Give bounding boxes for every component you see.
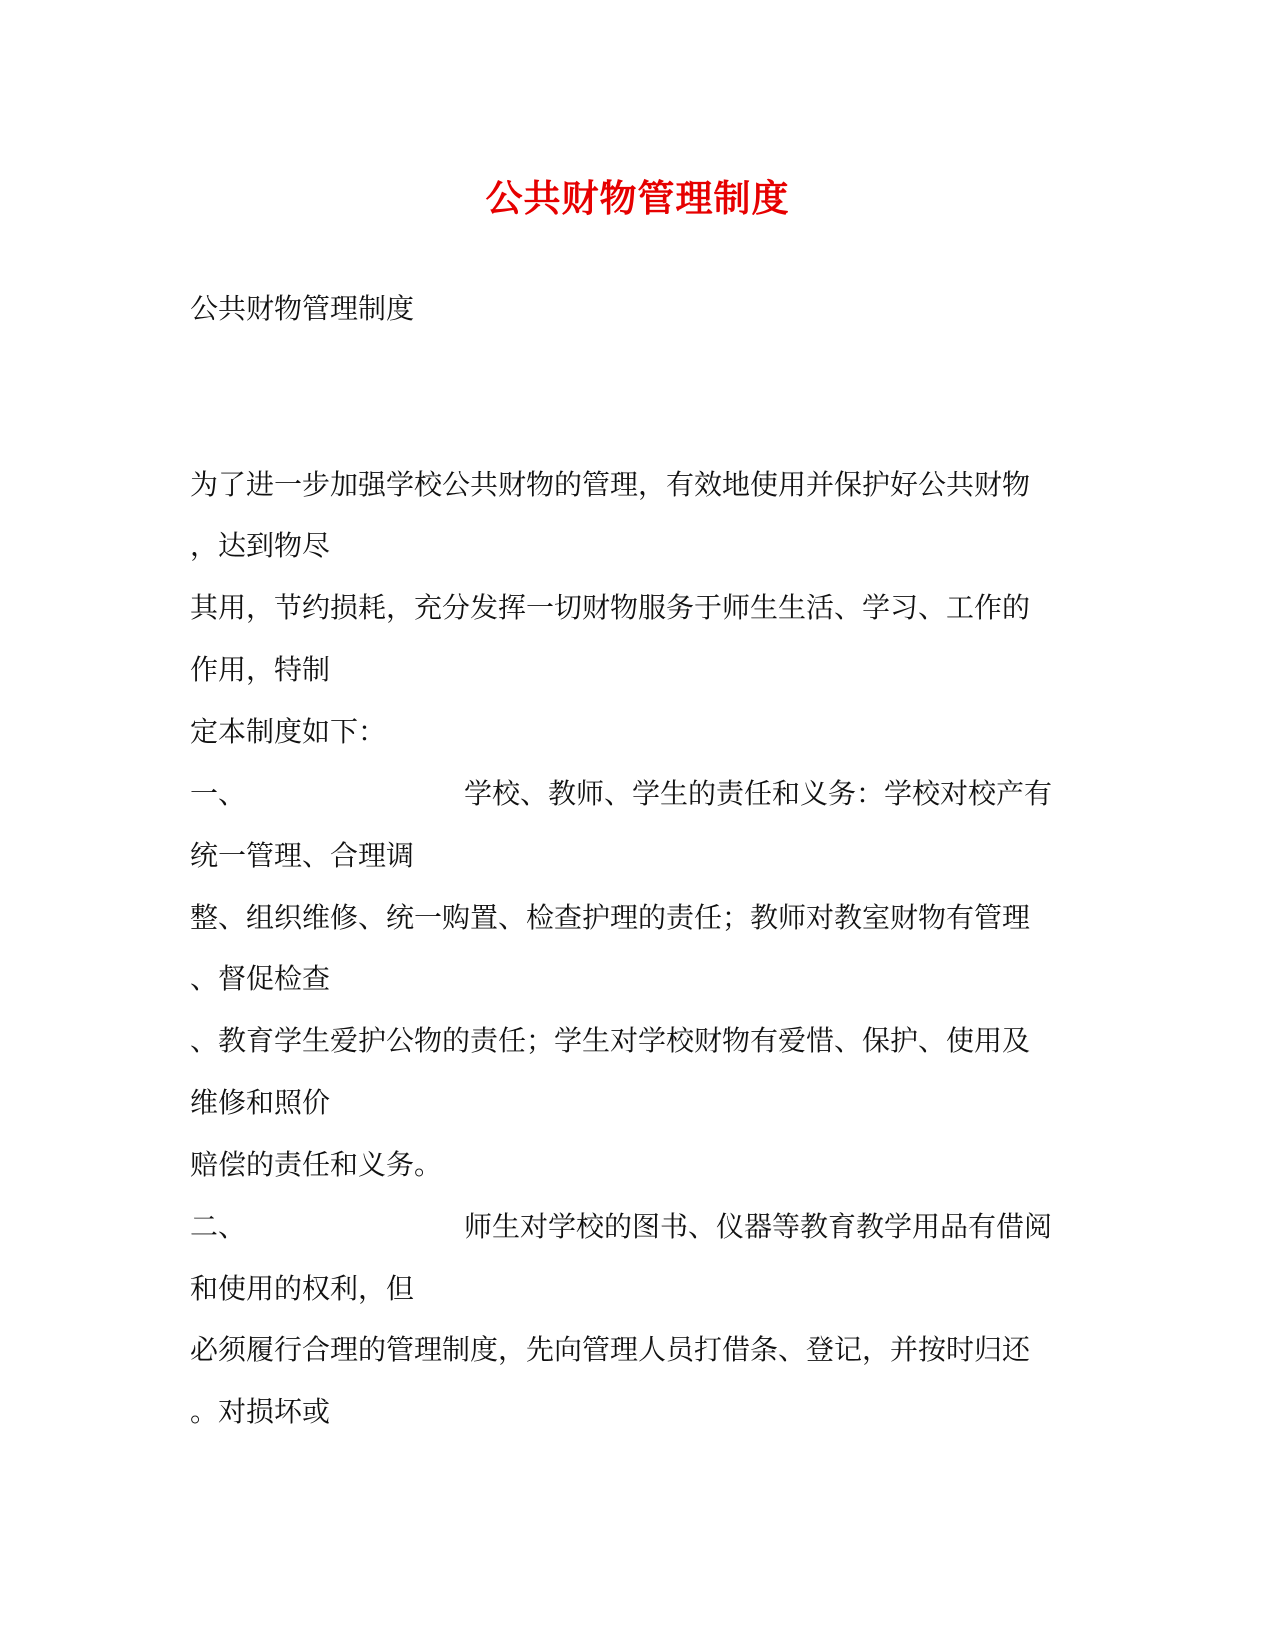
paragraph-line: 。对损坏或: [190, 1395, 331, 1428]
item-number: 一、: [190, 777, 247, 810]
paragraph-line: 、督促检查: [190, 962, 331, 995]
list-item-1-line: [190, 772, 1052, 812]
paragraph-line: 整、组织维修、统一购置、检查护理的责任；教师对教室财物有管理: [190, 901, 1031, 934]
item-text: 师生对学校的图书、仪器等教育教学用品有借阅: [464, 1210, 1053, 1243]
paragraph-line: 维修和照价: [190, 1086, 331, 1119]
paragraph-line: 、教育学生爱护公物的责任；学生对学校财物有爱惜、保护、使用及: [190, 1024, 1031, 1057]
paragraph-line: 为了进一步加强学校公共财物的管理，有效地使用并保护好公共财物: [190, 468, 1031, 501]
paragraph-line: 统一管理、合理调: [190, 839, 415, 872]
paragraph-line: 作用，特制: [190, 653, 331, 686]
paragraph-line: 其用，节约损耗，充分发挥一切财物服务于师生生活、学习、工作的: [190, 591, 1031, 624]
list-item-2-line: [190, 1205, 1052, 1245]
paragraph-line: ，达到物尽: [190, 529, 331, 562]
document-subtitle: 公共财物管理制度: [190, 292, 415, 325]
document-title: 公共财物管理制度: [485, 176, 790, 220]
paragraph-line: 必须履行合理的管理制度，先向管理人员打借条、登记，并按时归还: [190, 1333, 1031, 1366]
item-text: 学校、教师、学生的责任和义务：学校对校产有: [464, 777, 1053, 810]
paragraph-line: 和使用的权利，但: [190, 1272, 415, 1305]
paragraph-line: 赔偿的责任和义务。: [190, 1148, 443, 1181]
item-number: 二、: [190, 1210, 247, 1243]
paragraph-line: 定本制度如下：: [190, 715, 387, 748]
